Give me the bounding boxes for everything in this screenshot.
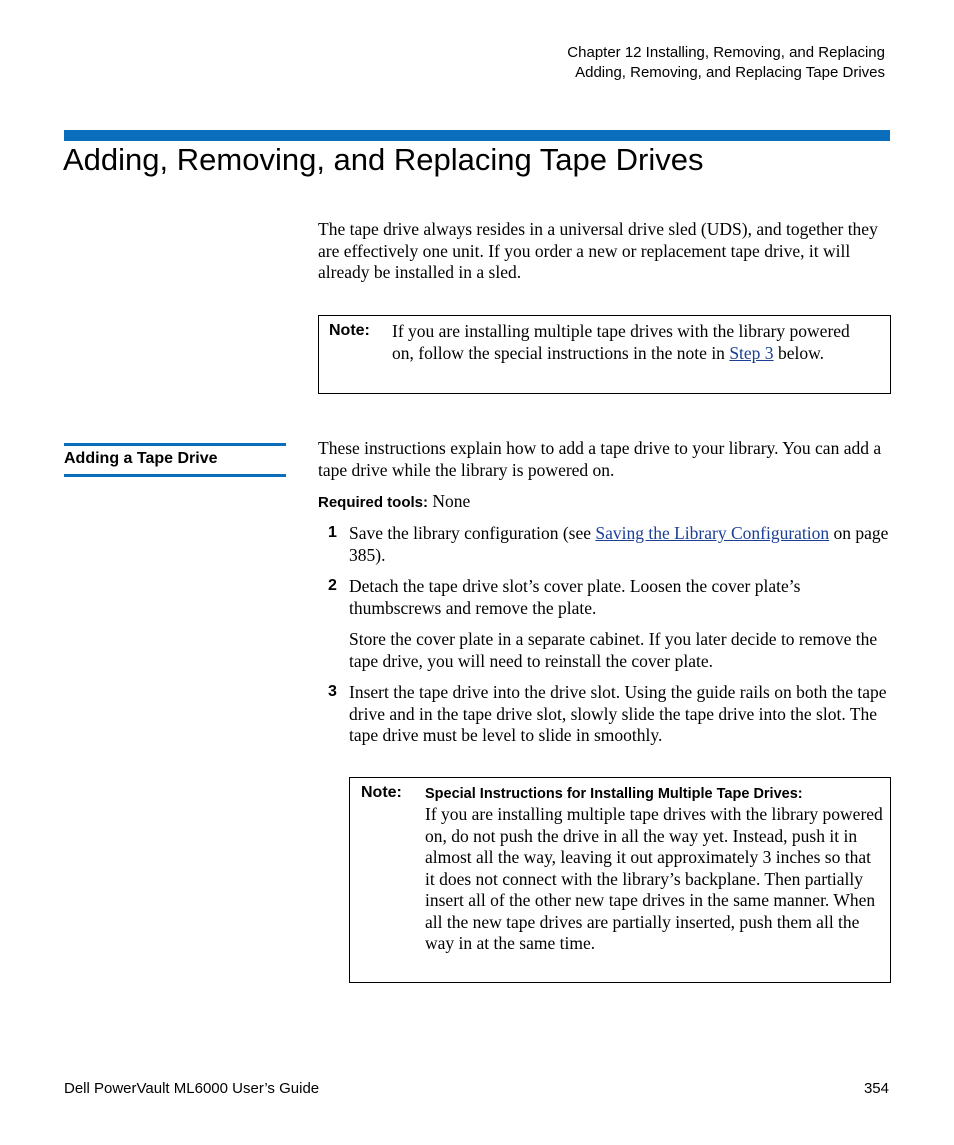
step-3-link[interactable]: Step 3: [729, 342, 774, 363]
note-heading: Special Instructions for Installing Multiple Tape Drives:: [425, 786, 803, 802]
running-header: [567, 43, 885, 83]
section-heading: [64, 443, 286, 477]
section-heading-text: Adding a Tape Drive: [64, 450, 218, 467]
intro-paragraph: The tape drive always resides in a universal drive sled (UDS), and together they are effectively one unit. If you order a new or replacement tape drive, it will already be installed in a sled.: [318, 219, 878, 282]
step-number: 3: [328, 683, 337, 700]
step-number: 1: [328, 524, 337, 541]
step-number: 2: [328, 577, 337, 594]
note-text-before: If you are installing multiple tape drives with the library powered on, follow the special instructions in the note in: [392, 321, 850, 363]
required-tools: [318, 491, 470, 514]
note-label: Note:: [361, 784, 402, 801]
step-1-text-before: Save the library configuration (see: [349, 523, 596, 543]
section-intro: These instructions explain how to add a tape drive to your library. You can add a tape drive while the library is powered on.: [318, 438, 882, 480]
page-title: Adding, Removing, and Replacing Tape Drives: [63, 142, 704, 177]
note-box: [318, 315, 891, 394]
step-1-text-after: on page 385).: [349, 523, 889, 565]
chapter-line: Chapter 12 Installing, Removing, and Replacing: [567, 44, 885, 61]
note-text-after: below.: [773, 342, 824, 363]
page-number: 354: [863, 1080, 889, 1097]
step-text: [349, 523, 889, 566]
special-note-box: [349, 777, 891, 983]
section-line: Adding, Removing, and Replacing Tape Drives: [575, 64, 885, 81]
step-text: Detach the tape drive slot’s cover plate. Loosen the cover plate’s thumbscrews and remove the plate.: [349, 576, 801, 618]
required-tools-value: None: [428, 491, 471, 511]
saving-library-configuration-link[interactable]: Saving the Library Configuration: [595, 523, 830, 543]
note-label: Note:: [329, 322, 370, 339]
step-extra-text: Store the cover plate in a separate cabinet. If you later decide to remove the tape drive, you will need to reinstall the cover plate.: [349, 629, 878, 671]
note-text: If you are installing multiple tape drives with the library powered on, do not push the drive in all the way yet. Instead, push it in almost all the way, leaving it out approximately 3 inches so that it does not connect with the library’s backplane. Then partially insert all of the other new tape drives in the same manner. When all the new tape drives are partially inserted, push them all the way in at the same time.: [425, 804, 883, 953]
step-text: Insert the tape drive into the drive slot. Using the guide rails on both the tape drive and in the tape drive slot, slowly slide the tape drive into the slot. The tape drive must be level to slide in smoothly.: [349, 682, 887, 745]
note-text: [392, 321, 872, 364]
footer-guide-title: Dell PowerVault ML6000 User’s Guide: [64, 1080, 320, 1097]
title-rule: [64, 130, 890, 141]
required-tools-label: Required tools:: [318, 494, 429, 511]
